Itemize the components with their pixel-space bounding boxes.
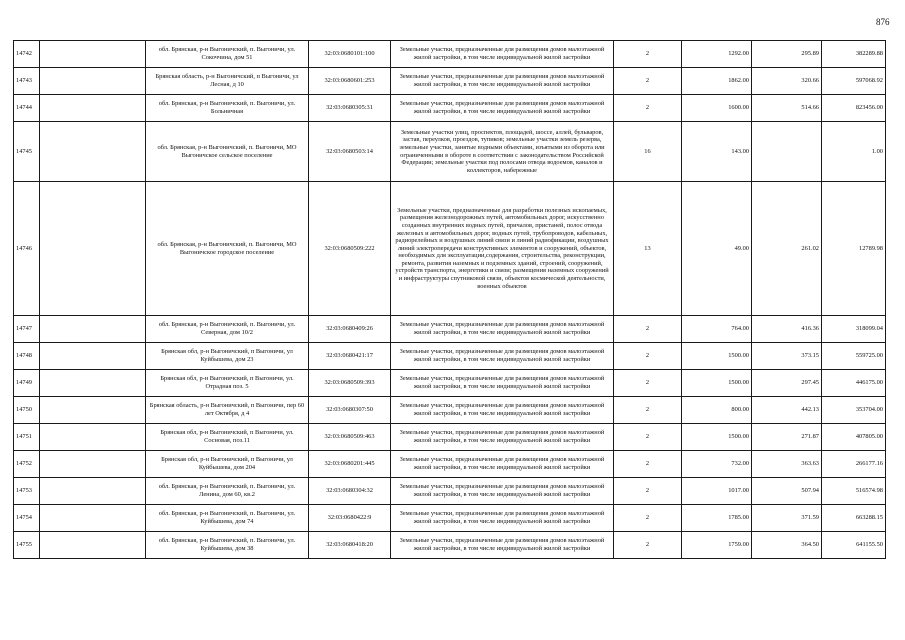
row-number: 14747 [14, 316, 40, 343]
address-cell: обл. Брянская, р-н Выгоничский, п. Выгоничи, ул. Ленина, дом 60, кв.2 [146, 478, 309, 505]
table-row [14, 95, 886, 122]
area-cell: 1500.00 [682, 424, 752, 451]
land-use-cell: Земельные участки улиц, проспектов, площадей, шоссе, аллей, бульваров, застав, переулков, проездов, тупиков; земельные участки земель резерва, земельные участки, занятые водными объектами, изъятыми из оборота или ограниченными в обороте в соответствии с законодательством Российской Федерации; земельные участки под полосами отвода водоемов, каналов и коллекторов, набережные [391, 122, 614, 182]
address-cell: Брянская обл, р-н Выгоничский, п Выгоничи, ул. Сосновая, поз.11 [146, 424, 309, 451]
spacer-cell [40, 397, 146, 424]
area-cell: 1759.00 [682, 532, 752, 559]
address-cell: обл. Брянская, р-н Выгоничский, п. Выгоничи, ул. Куйбышева, дом 38 [146, 532, 309, 559]
row-number: 14752 [14, 451, 40, 478]
address-cell: Брянская область, р-н Выгоничский, п Выгоничи, ул Лесная, д 10 [146, 68, 309, 95]
table-row [14, 68, 886, 95]
row-number: 14755 [14, 532, 40, 559]
category-cell: 2 [614, 41, 682, 68]
specific-value-cell: 271.87 [752, 424, 822, 451]
area-cell: 1600.00 [682, 95, 752, 122]
area-cell: 1500.00 [682, 370, 752, 397]
specific-value-cell: 261.02 [752, 182, 822, 316]
category-cell: 2 [614, 424, 682, 451]
specific-value-cell [752, 122, 822, 182]
spacer-cell [40, 95, 146, 122]
spacer-cell [40, 316, 146, 343]
cadastral-number-cell: 32:03:0680422:9 [309, 505, 391, 532]
land-use-cell: Земельные участки, предназначенные для размещения домов малоэтажной жилой застройки, в том числе индивидуальной жилой застройки [391, 316, 614, 343]
area-cell: 1785.00 [682, 505, 752, 532]
row-number: 14751 [14, 424, 40, 451]
spacer-cell [40, 68, 146, 95]
area-cell: 49.00 [682, 182, 752, 316]
cadastral-number-cell: 32:03:0680409:26 [309, 316, 391, 343]
land-use-cell: Земельные участки, предназначенные для размещения домов малоэтажной жилой застройки, в том числе индивидуальной жилой застройки [391, 532, 614, 559]
area-cell: 1292.00 [682, 41, 752, 68]
cadastral-value-cell: 823456.00 [822, 95, 886, 122]
category-cell: 2 [614, 343, 682, 370]
table-row [14, 316, 886, 343]
spacer-cell [40, 451, 146, 478]
cadastral-value-cell: 266177.16 [822, 451, 886, 478]
spacer-cell [40, 370, 146, 397]
spacer-cell [40, 343, 146, 370]
table-row [14, 424, 886, 451]
row-number: 14745 [14, 122, 40, 182]
category-cell: 2 [614, 505, 682, 532]
land-use-cell: Земельные участки, предназначенные для размещения домов малоэтажной жилой застройки, в том числе индивидуальной жилой застройки [391, 397, 614, 424]
cadastral-value-cell: 516574.98 [822, 478, 886, 505]
row-number: 14746 [14, 182, 40, 316]
land-use-cell: Земельные участки, предназначенные для размещения домов малоэтажной жилой застройки, в том числе индивидуальной жилой застройки [391, 343, 614, 370]
row-number: 14749 [14, 370, 40, 397]
cadastral-number-cell: 32:03:0680305:31 [309, 95, 391, 122]
table-row [14, 451, 886, 478]
cadastral-value-cell: 382289.88 [822, 41, 886, 68]
land-use-cell: Земельные участки, предназначенные для разработки полезных ископаемых, размещения железнодорожных путей, автомобильных дорог, искусственно созданных внутренних водных путей, причалов, пристаней, полос отвода железных и автомобильных дорог, водных путей, трубопроводов, кабельных, радиорелейных и воздушных линий связи и линий радиофикации, воздушных линий электропередачи конструктивных элементов и сооружений, объектов, необходимых для эксплуатации,содержания, строительства, реконструкции, ремонта, развития наземных и подземных зданий, строений, сооружений, устройств транспорта, энергетики и связи; размещения наземных сооружений и инфраструктуры спутниковой связи, объектов космической деятельности, военных объектов [391, 182, 614, 316]
cadastral-value-cell: 446175.00 [822, 370, 886, 397]
specific-value-cell: 373.15 [752, 343, 822, 370]
cadastral-value-cell: 318099.04 [822, 316, 886, 343]
row-number: 14742 [14, 41, 40, 68]
spacer-cell [40, 505, 146, 532]
category-cell: 2 [614, 532, 682, 559]
table-row [14, 41, 886, 68]
category-cell: 2 [614, 95, 682, 122]
table-row [14, 343, 886, 370]
cadastral-number-cell: 32:03:0680509:463 [309, 424, 391, 451]
specific-value-cell: 442.13 [752, 397, 822, 424]
land-use-cell: Земельные участки, предназначенные для размещения домов малоэтажной жилой застройки, в том числе индивидуальной жилой застройки [391, 424, 614, 451]
address-cell: обл. Брянская, р-н Выгоничский, п. Выгоничи, ул. Северная, дом 10/2 [146, 316, 309, 343]
specific-value-cell: 297.45 [752, 370, 822, 397]
cadastral-value-cell: 597068.92 [822, 68, 886, 95]
cadastral-number-cell: 32:03:0680601:253 [309, 68, 391, 95]
spacer-cell [40, 41, 146, 68]
spacer-cell [40, 478, 146, 505]
address-cell: обл. Брянская, р-н Выгоничский, п. Выгоничи, МО Выгоничское городское поселение [146, 182, 309, 316]
address-cell: обл. Брянская, р-н Выгоничский, п. Выгоничи, ул. Куйбышева, дом 74 [146, 505, 309, 532]
spacer-cell [40, 424, 146, 451]
area-cell: 1862.00 [682, 68, 752, 95]
cadastral-value-cell: 1.00 [822, 122, 886, 182]
cadastral-number-cell: 32:03:0680304:32 [309, 478, 391, 505]
land-use-cell: Земельные участки, предназначенные для размещения домов малоэтажной жилой застройки, в том числе индивидуальной жилой застройки [391, 68, 614, 95]
specific-value-cell: 363.63 [752, 451, 822, 478]
area-cell: 800.00 [682, 397, 752, 424]
area-cell: 143.00 [682, 122, 752, 182]
category-cell: 2 [614, 370, 682, 397]
specific-value-cell: 371.59 [752, 505, 822, 532]
cadastral-value-table [13, 40, 886, 559]
table-row [14, 397, 886, 424]
row-number: 14748 [14, 343, 40, 370]
category-cell: 2 [614, 68, 682, 95]
spacer-cell [40, 532, 146, 559]
cadastral-number-cell: 32:03:0680307:50 [309, 397, 391, 424]
table-row [14, 505, 886, 532]
table-row [14, 370, 886, 397]
address-cell: обл. Брянская, р-н Выгоничский, п. Выгоничи, ул. Сокоччина, дом 51 [146, 41, 309, 68]
land-use-cell: Земельные участки, предназначенные для размещения домов малоэтажной жилой застройки, в том числе индивидуальной жилой застройки [391, 41, 614, 68]
area-cell: 1017.00 [682, 478, 752, 505]
cadastral-number-cell: 32:03:0680509:222 [309, 182, 391, 316]
row-number: 14753 [14, 478, 40, 505]
address-cell: обл. Брянская, р-н Выгоничский, п. Выгоничи, МО Выгоничское сельское поселение [146, 122, 309, 182]
land-use-cell: Земельные участки, предназначенные для размещения домов малоэтажной жилой застройки, в том числе индивидуальной жилой застройки [391, 451, 614, 478]
cadastral-number-cell: 32:03:0680201:445 [309, 451, 391, 478]
cadastral-value-cell: 12789.98 [822, 182, 886, 316]
category-cell: 2 [614, 316, 682, 343]
address-cell: Брянская обл, р-н Выгоничский, п Выгоничи, ул Куйбышева, дом 204 [146, 451, 309, 478]
table-row [14, 532, 886, 559]
category-cell: 13 [614, 182, 682, 316]
table-row [14, 478, 886, 505]
row-number: 14743 [14, 68, 40, 95]
address-cell: Брянская обл, р-н Выгоничский, п Выгоничи, ул Куйбышева, дом 23 [146, 343, 309, 370]
specific-value-cell: 416.36 [752, 316, 822, 343]
category-cell: 16 [614, 122, 682, 182]
cadastral-value-cell: 663288.15 [822, 505, 886, 532]
category-cell: 2 [614, 451, 682, 478]
cadastral-number-cell: 32:03:0680503:14 [309, 122, 391, 182]
spacer-cell [40, 182, 146, 316]
row-number: 14744 [14, 95, 40, 122]
category-cell: 2 [614, 478, 682, 505]
cadastral-value-cell: 353704.00 [822, 397, 886, 424]
land-use-cell: Земельные участки, предназначенные для размещения домов малоэтажной жилой застройки, в том числе индивидуальной жилой застройки [391, 370, 614, 397]
page-number: 876 [876, 17, 890, 27]
address-cell: Брянская область, р-н Выгоничский, п Выгоничи, пер 60 лет Октября, д 4 [146, 397, 309, 424]
specific-value-cell: 364.50 [752, 532, 822, 559]
cadastral-number-cell: 32:03:0680509:393 [309, 370, 391, 397]
table-row [14, 182, 886, 316]
spacer-cell [40, 122, 146, 182]
area-cell: 732.00 [682, 451, 752, 478]
specific-value-cell: 507.94 [752, 478, 822, 505]
address-cell: обл. Брянская, р-н Выгоничский, п. Выгоничи, ул. Больничная [146, 95, 309, 122]
land-use-cell: Земельные участки, предназначенные для размещения домов малоэтажной жилой застройки, в том числе индивидуальной жилой застройки [391, 95, 614, 122]
category-cell: 2 [614, 397, 682, 424]
specific-value-cell: 514.66 [752, 95, 822, 122]
address-cell: Брянская обл, р-н Выгоничский, п Выгоничи, ул. Отрадная поз. 5 [146, 370, 309, 397]
area-cell: 764.00 [682, 316, 752, 343]
cadastral-number-cell: 32:03:0680418:20 [309, 532, 391, 559]
cadastral-value-cell: 559725.00 [822, 343, 886, 370]
specific-value-cell: 295.89 [752, 41, 822, 68]
specific-value-cell: 320.66 [752, 68, 822, 95]
cadastral-value-cell: 641155.50 [822, 532, 886, 559]
row-number: 14750 [14, 397, 40, 424]
land-use-cell: Земельные участки, предназначенные для размещения домов малоэтажной жилой застройки, в том числе индивидуальной жилой застройки [391, 478, 614, 505]
area-cell: 1500.00 [682, 343, 752, 370]
cadastral-number-cell: 32:03:0680101:100 [309, 41, 391, 68]
row-number: 14754 [14, 505, 40, 532]
table-row [14, 122, 886, 182]
land-use-cell: Земельные участки, предназначенные для размещения домов малоэтажной жилой застройки, в том числе индивидуальной жилой застройки [391, 505, 614, 532]
cadastral-value-cell: 407805.00 [822, 424, 886, 451]
table-body [14, 41, 886, 559]
cadastral-number-cell: 32:03:0680421:17 [309, 343, 391, 370]
